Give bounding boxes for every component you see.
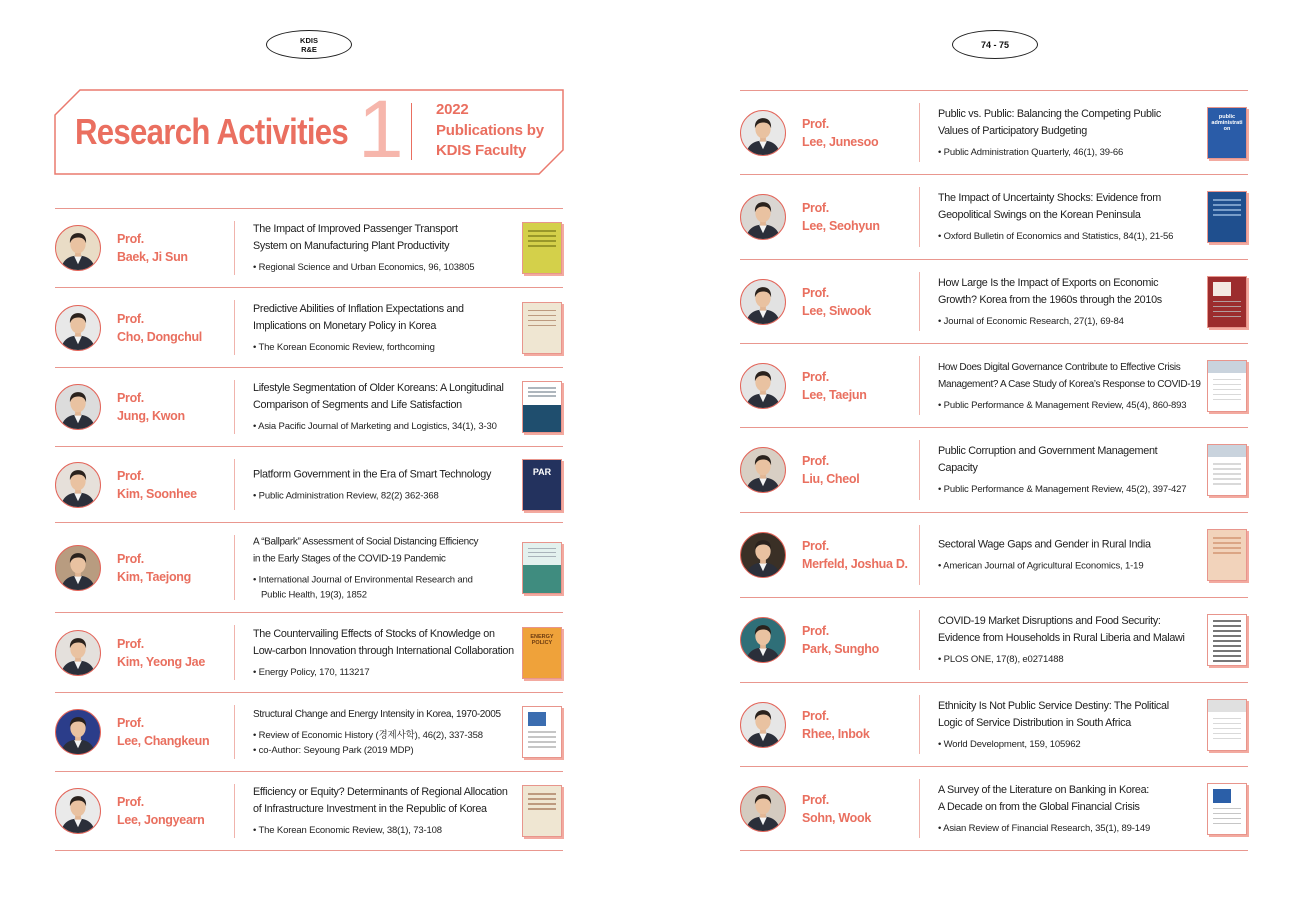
- journal-cover: [1207, 191, 1247, 243]
- faculty-name-block: [802, 199, 880, 235]
- faculty-name: Kim, Taejong: [117, 569, 191, 584]
- faculty-name: Sohn, Wook: [802, 810, 871, 825]
- column-divider: [234, 380, 235, 434]
- publication-row: [740, 428, 1248, 513]
- publication-row: [740, 260, 1248, 344]
- faculty-name-block: [117, 635, 205, 671]
- journal-cover: [1207, 444, 1247, 496]
- cover-graphic: [528, 391, 556, 393]
- cover-graphic: [528, 320, 556, 322]
- portrait-icon: [56, 631, 100, 675]
- publication-row: [55, 613, 563, 693]
- prof-label: Prof.: [802, 454, 829, 468]
- portrait-icon: [56, 226, 100, 270]
- cover-graphic: [1213, 311, 1241, 313]
- faculty-name-block: [802, 452, 859, 488]
- publication-title: Sectoral Wage Gaps and Gender in Rural India: [938, 538, 1151, 551]
- faculty-name: Lee, Changkeun: [117, 734, 210, 748]
- column-divider: [234, 535, 235, 600]
- column-divider: [234, 459, 235, 510]
- cover-graphic: [1213, 789, 1231, 803]
- publication-row: [55, 693, 563, 772]
- cover-graphic: [1213, 468, 1241, 470]
- cover-graphic: [523, 565, 561, 593]
- publication-title: Platform Government in the Era of Smart Technology: [253, 468, 492, 480]
- cover-graphic: [528, 310, 556, 312]
- faculty-name-block: [802, 537, 908, 573]
- citation: • Public Administration Quarterly, 46(1), 39-66: [938, 146, 1124, 158]
- column-divider: [919, 356, 920, 415]
- cover-graphic: [1213, 625, 1241, 627]
- cover-graphic: [528, 315, 556, 317]
- journal-cover: [522, 381, 562, 433]
- subtitle-line: Publications by: [436, 121, 544, 139]
- citation: • co-Author: Seyoung Park (2019 MDP): [253, 745, 414, 756]
- citation: • American Journal of Agricultural Economics, 1-19: [938, 560, 1144, 572]
- citation: • Energy Policy, 170, 113217: [253, 666, 370, 678]
- publication-info: [253, 221, 517, 275]
- column-divider: [919, 187, 920, 247]
- prof-label: Prof.: [117, 311, 144, 326]
- citation: • Public Administration Review, 82(2) 362-368: [253, 490, 439, 501]
- cover-graphic: [1213, 214, 1241, 216]
- portrait-icon: [56, 385, 100, 429]
- faculty-photo: [55, 462, 101, 508]
- citation: • Journal of Economic Research, 27(1), 69-84: [938, 315, 1124, 327]
- publication-row: [55, 447, 563, 523]
- cover-graphic: [528, 548, 556, 550]
- faculty-name-block: [117, 714, 209, 750]
- faculty-name-block: [117, 389, 185, 425]
- publication-title: A “Ballpark” Assessment of Social Distancing Efficiency in the Early Stages of the COVID-19 Pandemic: [253, 536, 479, 564]
- publication-row: [740, 344, 1248, 428]
- faculty-name: Lee, Siwook: [802, 303, 871, 318]
- faculty-name-block: [802, 115, 878, 151]
- cover-graphic: [528, 552, 556, 554]
- journal-cover: [1207, 614, 1247, 666]
- publication-title: Public vs. Public: Balancing the Competing Public Values of Participatory Budgeting: [938, 107, 1161, 137]
- prof-label: Prof.: [802, 201, 829, 215]
- cover-graphic: [1213, 655, 1241, 657]
- portrait-icon: [741, 787, 785, 831]
- publication-info: [938, 613, 1202, 667]
- citation: • Review of Economic History (경제사학), 46(2), 337-358: [253, 730, 483, 741]
- journal-cover: [522, 627, 562, 679]
- cover-graphic: [1213, 733, 1241, 735]
- citation: • Asia Pacific Journal of Marketing and Logistics, 34(1), 3-30: [253, 421, 497, 432]
- cover-graphic: [1213, 473, 1241, 475]
- cover-graphic: [1213, 389, 1241, 391]
- publication-row: [740, 598, 1248, 683]
- faculty-photo: [55, 630, 101, 676]
- portrait-icon: [56, 546, 100, 590]
- subtitle-line: KDIS Faculty: [436, 142, 527, 159]
- faculty-name: Kim, Soonhee: [117, 486, 197, 501]
- prof-label: Prof.: [117, 391, 144, 405]
- page-numbers: 74 - 75: [980, 39, 1010, 50]
- cover-graphic: [1213, 723, 1241, 725]
- cover-graphic: [1213, 384, 1241, 386]
- citation: • International Journal of Environmental Research and Public Health, 19(3), 1852: [253, 574, 473, 600]
- cover-graphic: [528, 712, 546, 726]
- faculty-photo: [55, 545, 101, 591]
- publication-title: Lifestyle Segmentation of Older Koreans: A Longitudinal Comparison of Segments and Life Satisfaction: [253, 382, 504, 411]
- cover-graphic: [1213, 282, 1231, 296]
- cover-graphic: [1213, 818, 1241, 820]
- section-subtitle: [436, 100, 544, 162]
- cover-graphic: [1213, 478, 1241, 480]
- publication-title: Structural Change and Energy Intensity in Korea, 1970-2005: [253, 709, 501, 720]
- cover-graphic: [528, 803, 556, 805]
- journal-cover: [522, 785, 562, 837]
- faculty-photo: [55, 384, 101, 430]
- publication-info: [253, 706, 517, 758]
- faculty-name: Lee, Junesoo: [802, 134, 879, 149]
- cover-graphic: [528, 731, 556, 733]
- publication-info: [938, 782, 1202, 836]
- journal-cover: [522, 302, 562, 354]
- publication-title: A Survey of the Literature on Banking in Korea: A Decade on from the Global Financial Crisis: [938, 783, 1149, 813]
- publication-title: The Impact of Improved Passenger Transport System on Manufacturing Plant Productivity: [253, 223, 458, 252]
- cover-graphic: [1213, 301, 1241, 303]
- faculty-photo: [740, 702, 786, 748]
- faculty-name-block: [802, 284, 871, 320]
- cover-graphic: [528, 235, 556, 237]
- cover-graphic: [1213, 650, 1241, 652]
- publication-row: [55, 523, 563, 613]
- column-divider: [919, 272, 920, 331]
- faculty-photo: [740, 194, 786, 240]
- faculty-name-block: [802, 791, 871, 827]
- column-divider: [919, 779, 920, 838]
- portrait-icon: [741, 533, 785, 577]
- publication-title: COVID-19 Market Disruptions and Food Security: Evidence from Households in Rural Liberia and Malawi: [938, 615, 1185, 644]
- publication-info: [938, 359, 1202, 413]
- cover-title: PAR: [532, 466, 552, 477]
- publication-row: [740, 767, 1248, 851]
- publication-info: [253, 301, 517, 355]
- faculty-name: Park, Sungho: [802, 642, 879, 656]
- faculty-name: Lee, Taejun: [802, 387, 867, 402]
- publication-row: [740, 683, 1248, 767]
- faculty-name-block: [802, 368, 867, 404]
- cover-graphic: [1213, 399, 1241, 401]
- cover-graphic: [523, 405, 561, 433]
- cover-graphic: [528, 556, 556, 558]
- publication-info: [938, 190, 1202, 244]
- faculty-photo: [740, 617, 786, 663]
- section-title: Research Activities: [75, 111, 349, 152]
- prof-label: Prof.: [802, 116, 829, 131]
- faculty-name: Kim, Yeong Jae: [117, 654, 205, 669]
- cover-graphic: [528, 245, 556, 247]
- portrait-icon: [741, 111, 785, 155]
- publication-row: [55, 208, 563, 288]
- publication-info: [938, 443, 1202, 497]
- publication-title: Predictive Abilities of Inflation Expectations and Implications on Monetary Policy in Korea: [253, 302, 464, 332]
- citation: • Public Performance & Management Review, 45(2), 397-427: [938, 484, 1187, 495]
- publication-info: [938, 106, 1202, 160]
- portrait-icon: [741, 195, 785, 239]
- faculty-photo: [740, 532, 786, 578]
- title-divider: [411, 103, 412, 160]
- cover-graphic: [528, 230, 556, 232]
- faculty-name: Lee, Seohyun: [802, 219, 880, 233]
- faculty-photo: [740, 447, 786, 493]
- faculty-name: Cho, Dongchul: [117, 329, 202, 344]
- cover-graphic: [1213, 199, 1241, 201]
- cover-graphic: [1213, 620, 1241, 622]
- journal-cover: [522, 706, 562, 758]
- prof-label: Prof.: [802, 708, 829, 723]
- faculty-photo: [55, 225, 101, 271]
- column-divider: [919, 440, 920, 500]
- faculty-photo: [55, 305, 101, 351]
- prof-label: Prof.: [117, 795, 144, 809]
- faculty-name-block: [117, 550, 191, 586]
- column-divider: [919, 525, 920, 585]
- faculty-name: Liu, Cheol: [802, 472, 860, 486]
- faculty-name-block: [117, 793, 205, 829]
- publication-row: [740, 513, 1248, 598]
- prof-label: Prof.: [802, 624, 829, 638]
- journal-cover: [522, 459, 562, 511]
- faculty-name: Jung, Kwon: [117, 409, 185, 423]
- publication-info: [938, 537, 1202, 574]
- cover-graphic: [528, 325, 556, 327]
- faculty-photo: [740, 363, 786, 409]
- column-divider: [919, 610, 920, 670]
- publication-title: Ethnicity Is Not Public Service Destiny: The Political Logic of Service Distribution in South Africa: [938, 699, 1169, 729]
- publication-info: [253, 380, 517, 434]
- faculty-photo: [740, 786, 786, 832]
- citation: • The Korean Economic Review, forthcoming: [253, 341, 435, 353]
- publication-row: [55, 368, 563, 447]
- faculty-name-block: [117, 310, 202, 346]
- faculty-name-block: [802, 622, 879, 658]
- journal-cover: [522, 542, 562, 594]
- portrait-icon: [56, 306, 100, 350]
- badge-line: KDIS: [300, 35, 318, 45]
- cover-graphic: [1213, 209, 1241, 211]
- cover-graphic: [1213, 394, 1241, 396]
- cover-graphic: [1213, 547, 1241, 549]
- cover-graphic: [1213, 379, 1241, 381]
- cover-graphic: [1213, 537, 1241, 539]
- cover-graphic: [528, 240, 556, 242]
- publication-info: [253, 533, 517, 602]
- cover-graphic: [1213, 640, 1241, 642]
- column-divider: [919, 695, 920, 754]
- cover-graphic: [1213, 542, 1241, 544]
- journal-cover: [1207, 783, 1247, 835]
- journal-cover: [1207, 107, 1247, 159]
- journal-cover: [522, 222, 562, 274]
- journal-cover: [1207, 529, 1247, 581]
- cover-graphic: [1213, 823, 1241, 825]
- subtitle-line: 2022: [436, 101, 469, 118]
- cover-graphic: [1213, 483, 1241, 485]
- prof-label: Prof.: [802, 539, 829, 553]
- page-number-badge: [952, 30, 1038, 59]
- cover-graphic: [1213, 204, 1241, 206]
- citation: • Regional Science and Urban Economics, 96, 103805: [253, 262, 475, 273]
- cover-graphic: [1213, 808, 1241, 810]
- section-badge: [266, 30, 352, 59]
- portrait-icon: [741, 448, 785, 492]
- cover-graphic: [1213, 645, 1241, 647]
- portrait-icon: [741, 280, 785, 324]
- citation: • PLOS ONE, 17(8), e0271488: [938, 654, 1064, 665]
- cover-graphic: [1208, 700, 1246, 712]
- faculty-photo: [55, 788, 101, 834]
- cover-graphic: [1213, 463, 1241, 465]
- prof-label: Prof.: [117, 636, 144, 651]
- publication-title: The Countervailing Effects of Stocks of Knowledge on Low-carbon Innovation through International Collaboration: [253, 627, 514, 657]
- publication-row: [55, 288, 563, 368]
- publication-title: The Impact of Uncertainty Shocks: Evidence from Geopolitical Swings on the Korean Peninsula: [938, 192, 1161, 221]
- column-divider: [234, 784, 235, 838]
- faculty-name: Merfeld, Joshua D.: [802, 557, 908, 571]
- cover-graphic: [1213, 718, 1241, 720]
- prof-label: Prof.: [802, 792, 829, 807]
- column-divider: [234, 300, 235, 355]
- faculty-name: Rhee, Inbok: [802, 726, 870, 741]
- cover-graphic: [1213, 738, 1241, 740]
- faculty-name-block: [117, 230, 188, 266]
- journal-cover: [1207, 276, 1247, 328]
- journal-cover: [1207, 360, 1247, 412]
- publication-row: [55, 772, 563, 851]
- citation: • The Korean Economic Review, 38(1), 73-108: [253, 825, 442, 836]
- cover-graphic: [1208, 445, 1246, 457]
- citation: • Asian Review of Financial Research, 35(1), 89-149: [938, 822, 1151, 834]
- faculty-name-block: [117, 467, 197, 503]
- prof-label: Prof.: [117, 468, 144, 483]
- column-divider: [234, 625, 235, 680]
- faculty-photo: [55, 709, 101, 755]
- faculty-photo: [740, 279, 786, 325]
- column-divider: [234, 221, 235, 275]
- column-divider: [234, 705, 235, 759]
- prof-label: Prof.: [802, 369, 829, 384]
- cover-graphic: [528, 746, 556, 748]
- publication-info: [938, 698, 1202, 752]
- cover-graphic: [528, 808, 556, 810]
- cover-graphic: [1213, 306, 1241, 308]
- citation: • World Development, 159, 105962: [938, 738, 1081, 750]
- citation: • Oxford Bulletin of Economics and Statistics, 84(1), 21-56: [938, 231, 1174, 242]
- badge-line: R&E: [301, 44, 317, 54]
- column-divider: [919, 103, 920, 162]
- prof-label: Prof.: [117, 232, 144, 246]
- faculty-name: Lee, Jongyearn: [117, 813, 205, 827]
- publication-info: [938, 275, 1202, 329]
- cover-graphic: [528, 387, 556, 389]
- publication-row: [740, 90, 1248, 175]
- cover-graphic: [1213, 660, 1241, 662]
- publication-info: [253, 784, 517, 838]
- portrait-icon: [741, 703, 785, 747]
- cover-graphic: [528, 798, 556, 800]
- cover-graphic: [1213, 635, 1241, 637]
- section-number: 1: [358, 84, 404, 175]
- portrait-icon: [56, 463, 100, 507]
- portrait-icon: [56, 710, 100, 754]
- cover-graphic: [528, 793, 556, 795]
- prof-label: Prof.: [802, 285, 829, 300]
- publication-row: [740, 175, 1248, 260]
- publication-title: Efficiency or Equity? Determinants of Regional Allocation of Infrastructure Investment in the Republic of Korea: [253, 786, 508, 815]
- cover-graphic: [1213, 630, 1241, 632]
- publication-info: [253, 626, 517, 680]
- faculty-name-block: [802, 707, 870, 743]
- cover-graphic: [1213, 316, 1241, 318]
- prof-label: Prof.: [117, 551, 144, 566]
- publication-title: Public Corruption and Government Management Capacity: [938, 445, 1158, 474]
- cover-title: ENERGY POLICY: [530, 633, 554, 646]
- faculty-name: Baek, Ji Sun: [117, 250, 188, 264]
- faculty-photo: [740, 110, 786, 156]
- cover-graphic: [528, 395, 556, 397]
- cover-graphic: [1213, 813, 1241, 815]
- portrait-icon: [56, 789, 100, 833]
- prof-label: Prof.: [117, 716, 144, 730]
- publication-title: How Large Is the Impact of Exports on Economic Growth? Korea from the 1960s through the 2010s: [938, 276, 1162, 306]
- cover-graphic: [528, 736, 556, 738]
- cover-graphic: [1213, 552, 1241, 554]
- citation: • Public Performance & Management Review, 45(4), 860-893: [938, 399, 1187, 411]
- publication-title: How Does Digital Governance Contribute to Effective Crisis Management? A Case Study of Korea’s Response to COVID-19: [938, 361, 1201, 390]
- publication-info: [253, 466, 517, 503]
- cover-graphic: [528, 741, 556, 743]
- cover-graphic: [1213, 728, 1241, 730]
- portrait-icon: [741, 618, 785, 662]
- journal-cover: [1207, 699, 1247, 751]
- cover-title: public administration: [1211, 113, 1243, 132]
- cover-graphic: [1208, 361, 1246, 373]
- portrait-icon: [741, 364, 785, 408]
